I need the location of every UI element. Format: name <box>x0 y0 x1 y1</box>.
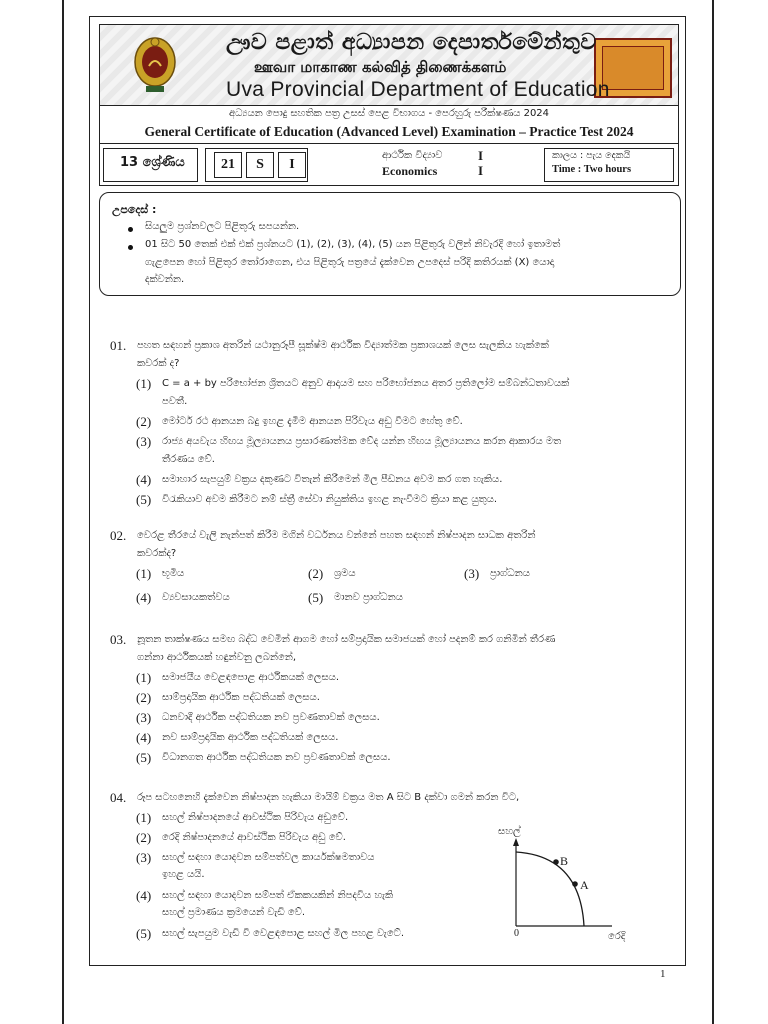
production-possibility-curve-diagram <box>488 822 638 942</box>
question-number: 04. <box>110 790 127 805</box>
option-text: විධානගත ආර්ථික පද්ධතියක නව ප්‍රවණතාවක් ලෙසය. <box>162 752 391 763</box>
option-text: ඉහළ යයි. <box>162 869 205 880</box>
exam-title-english: General Certificate of Education (Advanced Level) Examination – Practice Test 2024 <box>144 124 634 139</box>
option-number: (3) <box>136 850 152 865</box>
option-text: සහල් ප්‍රමාණය ක්‍රමයෙන් වැඩි වේ. <box>162 907 306 918</box>
question-text: වෙරළ තීරයේ වැලි නැන්පත් කිරීම මගින් වර්ධනය වන්නේ පහත සඳහන් නිෂ්පාදන සාධක අතරින් <box>137 530 536 541</box>
option-number: (5) <box>308 590 324 605</box>
point-b-marker <box>553 859 559 865</box>
option-number: (4) <box>136 730 152 745</box>
option-text: ශ්‍රමය <box>334 568 356 579</box>
option-text: ප්‍රාග්ධනය <box>490 568 530 579</box>
paper-part-english: I <box>478 163 484 178</box>
option-text: තීරණය වේ. <box>162 454 215 465</box>
option-text: සාම්ප්‍රදායික ආර්ථික පද්ධතියක් ලෙසය. <box>162 692 320 703</box>
option-number: (4) <box>136 888 152 903</box>
option-text: සහල් සඳහා යොදවන සම්පත් ඒකකයකින් නිපදවිය හැකි <box>162 890 394 901</box>
grade-label: 13 ශ්‍රේණිය <box>120 155 185 170</box>
question-text: ගන්නා ආර්ථිකයක් හඳුන්වනු ලබන්නේ, <box>137 652 297 663</box>
option-number: (1) <box>136 810 152 825</box>
time-sinhala: කාලය : පැය දෙකයි <box>552 150 631 161</box>
option-number: (3) <box>136 710 152 725</box>
option-number: (3) <box>136 434 152 449</box>
page-number: 1 <box>660 968 666 980</box>
option-text: ව්‍යවසායකත්වය <box>162 592 230 603</box>
paper-code-medium: S <box>246 152 274 178</box>
title-english: Uva Provincial Department of Education <box>226 78 610 101</box>
instruction-line: ගැළපෙන හෝ පිළිතුර තෝරාගෙන, එය පිළිතුරු පත්‍රයේ දැක්වෙන උපදෙස් පරිදි කතිරයක් (X) යොදා <box>145 257 555 268</box>
option-text: මෝටර් රථ ආනයන බදු ඉහළ දැමීම ආනයන පිරිවැය අඩු වීමට හේතු වේ. <box>162 416 463 427</box>
question-text: නූතන තාක්ෂණය සමඟ බද්ධ වෙමින් ආගම හෝ සම්ප්‍රදායික සමාජයක් හෝ පදනම් කර ගනිමින් තීරණ <box>137 634 556 645</box>
question-number: 01. <box>110 338 127 353</box>
option-text: මානව ප්‍රාග්ධනය <box>334 592 403 603</box>
header-divider <box>100 143 678 144</box>
exam-title-sinhala: අධ්‍යයන පොදු සහතික පත්‍ර උසස් පෙළ විභාගය - පෙරහුරු පරීක්ෂණය 2024 <box>228 108 550 119</box>
option-number: (1) <box>136 670 152 685</box>
option-text: රාජ්‍ය අයවැය හිඟය මූල්‍යායනය ප්‍රසාරණාත්මක වේද යන්න හිඟය මූල්‍යායනය කරන ආකාරය මත <box>162 436 562 447</box>
instruction-line: සියලුම ප්‍රශ්නවලට පිළිතුරු සපයන්න. <box>145 221 300 232</box>
title-tamil: ஊவா மாகாண கல்வித் திணைக்களம் <box>254 58 507 76</box>
option-number: (5) <box>136 926 152 941</box>
option-text: භූමිය <box>162 568 185 579</box>
paper-part-sinhala: I <box>478 148 484 163</box>
option-text: සහල් සැපයුම වැඩි වී වෙළඳපොළ සහල් මිල පහළ වැටේ. <box>162 928 404 939</box>
diagram-origin-label: 0 <box>514 928 519 939</box>
option-text: සමාජයීය වෙළඳපොළ ආර්ථිකයක් ලෙසය. <box>162 672 340 683</box>
option-text: සහල් සඳහා යොදවන සම්පත්වල කාර්යක්ෂමතාවය <box>162 852 375 863</box>
option-text: සහල් නිෂ්පාදනයේ ආවස්ථික පිරිවැය අඩුවේ. <box>162 812 349 823</box>
option-text: රෙදි නිෂ්පාදනයේ ආවස්ථික පිරිවැය අඩු වේ. <box>162 832 346 843</box>
question-text: පහත සඳහන් ප්‍රකාශ අතරින් යථානුරූපී සූක්ෂ්ම ආර්ථික විද්‍යාත්මක ප්‍රකාශයක් ලෙස සැලකිය හැක්කේ <box>137 340 549 351</box>
option-text: පවතී. <box>162 396 188 407</box>
option-number: (2) <box>308 566 324 581</box>
option-number: (2) <box>136 830 152 845</box>
bullet-icon <box>128 245 133 250</box>
instruction-line: 01 සිට 50 තෙක් එක් එක් ප්‍රශ්නයට (1), (2), (3), (4), (5) යන පිළිතුරු වලින් නිවැරදි හෝ ඉතාමත් <box>145 239 561 250</box>
option-text: විරැකියාව අවම කිරීමට නම් ස්ත්‍රී සේවා නියුක්තිය ඉහළ නැංවීමට ක්‍රියා කළ යුතුය. <box>162 494 498 505</box>
option-number: (5) <box>136 750 152 765</box>
bullet-icon <box>128 227 133 232</box>
option-number: (4) <box>136 590 152 605</box>
option-text: සමාහාර සැපයුම් වක්‍රය දකුණට විතැන් කිරීමෙන් මිල පීඩනය අවම කර ගත හැකිය. <box>162 474 503 485</box>
ppc-curve <box>516 852 584 926</box>
option-text: C = a + by පරිභෝජන ශ්‍රිතයට අනුව ආදායම සහ පරිභෝජනය අතර ප්‍රතිලෝම සම්බන්ධතාවයක් <box>162 378 570 389</box>
paper-code-part: I <box>278 152 306 178</box>
subject-english: Economics <box>382 164 438 178</box>
scan-border-right <box>712 0 714 1024</box>
option-number: (5) <box>136 492 152 507</box>
question-number: 02. <box>110 528 127 543</box>
option-text: ධනවාදී ආර්ථික පද්ධතියක නව ප්‍රවණතාවක් ලෙසය. <box>162 712 380 723</box>
subject-sinhala: ආර්ථික විද්‍යාව <box>382 150 443 161</box>
question-number: 03. <box>110 632 127 647</box>
instructions-title: උපදෙස් : <box>112 203 157 216</box>
question-text: රූප සටහනෙහි දැක්වෙන නිෂ්පාදන හැකියා මායිම් වක්‍රය මත A සිට B දක්වා ගමන් කරන විට, <box>137 792 520 803</box>
time-english: Time : Two hours <box>552 164 632 175</box>
option-text: නව සාම්ප්‍රදායික ආර්ථික පද්ධතියක් ලෙසය. <box>162 732 339 743</box>
point-a-label: A <box>580 878 589 892</box>
point-a-marker <box>572 881 578 887</box>
question-text: කවරක්ද? <box>137 548 177 559</box>
option-number: (1) <box>136 566 152 581</box>
option-number: (4) <box>136 472 152 487</box>
diagram-x-label: රෙදි <box>608 931 626 942</box>
option-number: (2) <box>136 690 152 705</box>
paper-code-subject: 21 <box>214 152 242 178</box>
scan-border-left <box>62 0 64 1024</box>
instruction-line: දක්වන්න. <box>145 274 185 285</box>
question-text: කවරක් ද? <box>137 358 180 369</box>
title-sinhala: ඌව පළාත් අධ්‍යාපන දෙපාර්තමේන්තුව <box>226 30 597 55</box>
option-number: (3) <box>464 566 480 581</box>
point-b-label: B <box>560 854 569 868</box>
sri-lanka-emblem-icon <box>132 32 178 98</box>
option-number: (1) <box>136 376 152 391</box>
option-number: (2) <box>136 414 152 429</box>
diagram-y-label: සහල් <box>498 826 521 837</box>
